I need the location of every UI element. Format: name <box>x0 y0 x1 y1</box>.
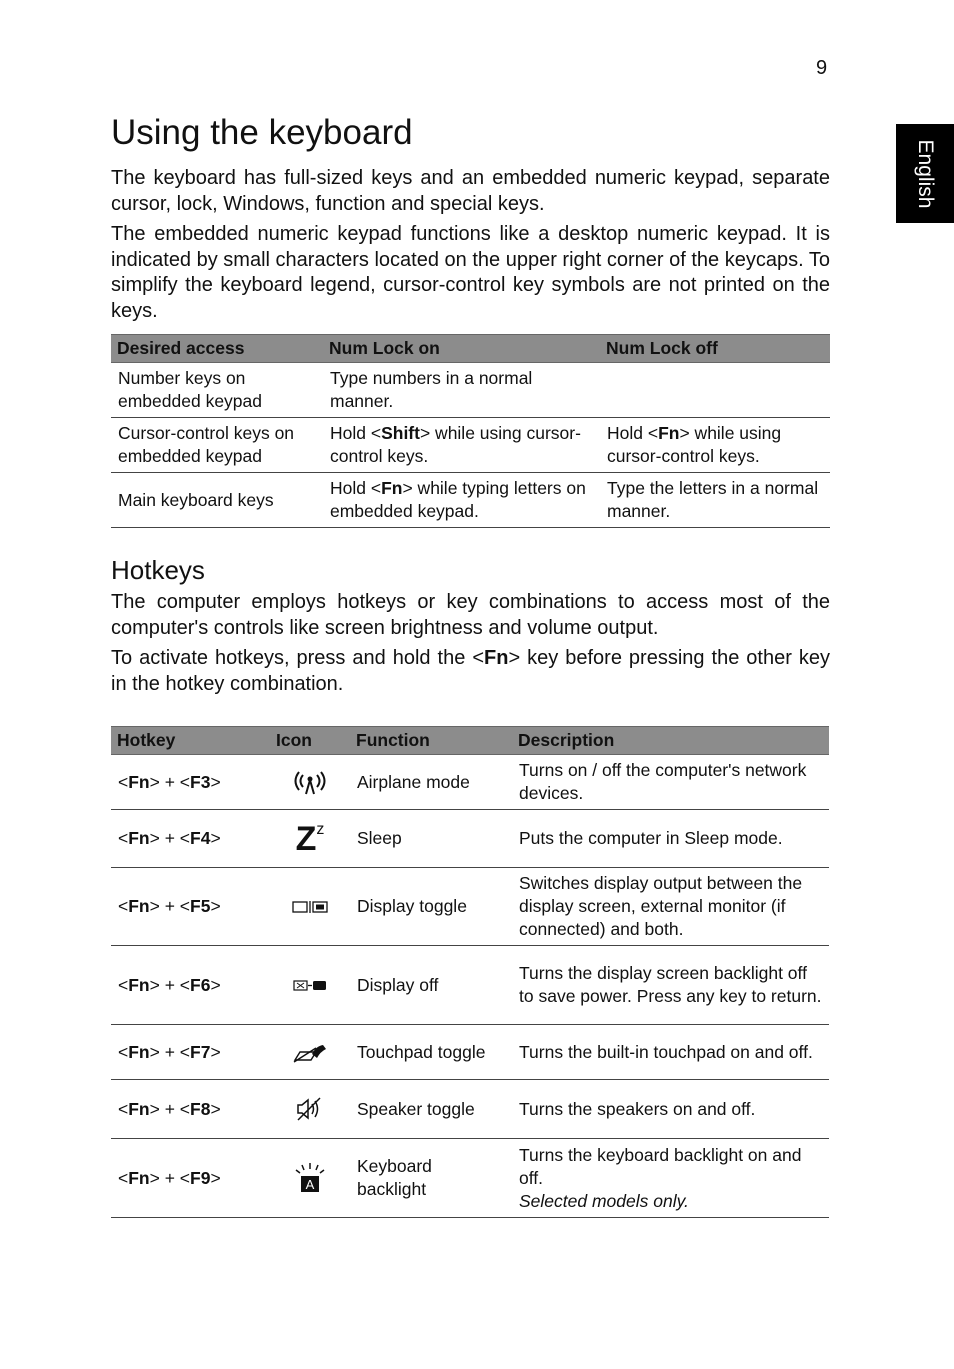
access-cell: Cursor-control keys on embedded keypad <box>111 418 323 473</box>
table-row <box>111 755 829 810</box>
hotkeys-text <box>111 590 830 702</box>
display-toggle-icon <box>270 868 350 946</box>
table-row <box>111 946 829 1025</box>
description-cell: Puts the computer in Sleep mode. <box>512 810 829 868</box>
hotkeys-paragraph: The computer employs hotkeys or key combinations to access most of the computer's controls like screen brightness and volume output. <box>111 591 830 639</box>
hotkey-cell: <Fn> + <F5> <box>111 868 270 946</box>
table-row <box>111 1139 829 1218</box>
sleep-icon: Zz <box>270 810 350 868</box>
description-cell: Switches display output between the display screen, external monitor (if connected) and both. <box>512 868 829 946</box>
touchpad-toggle-icon <box>270 1025 350 1080</box>
table-row <box>111 868 829 946</box>
description-cell: Turns the display screen backlight off to save power. Press any key to return. <box>512 946 829 1025</box>
section-title-hotkeys: Hotkeys <box>111 555 205 585</box>
table-row <box>111 363 830 418</box>
table-row <box>111 473 830 528</box>
numlock-table <box>111 334 830 528</box>
hotkey-cell: <Fn> + <F8> <box>111 1080 270 1139</box>
function-cell: Airplane mode <box>350 755 512 810</box>
description-cell: Turns the keyboard backlight on and off. Selected models only. <box>512 1139 829 1218</box>
hotkey-table <box>111 726 829 1218</box>
table-row <box>111 418 830 473</box>
intro-paragraph: The keyboard has full-sized keys and an embedded numeric keypad, separate cursor, lock, Windows, function and special keys. <box>111 167 830 215</box>
numlock-on-cell: Hold <Shift> while using cursor-control keys. <box>323 418 600 473</box>
hotkeys-paragraph: To activate hotkeys, press and hold the <Fn> key before pressing the other key in the hotkey combination. <box>111 647 830 695</box>
description-cell: Turns the speakers on and off. <box>512 1080 829 1139</box>
description-cell: Turns on / off the computer's network devices. <box>512 755 829 810</box>
access-cell: Main keyboard keys <box>111 473 323 528</box>
airplane-mode-icon <box>270 755 350 810</box>
display-off-icon <box>270 946 350 1025</box>
numlock-on-cell: Type numbers in a normal manner. <box>323 363 600 418</box>
column-header: Icon <box>270 727 350 755</box>
hotkey-cell: <Fn> + <F4> <box>111 810 270 868</box>
hotkey-cell: <Fn> + <F9> <box>111 1139 270 1218</box>
hotkey-cell: <Fn> + <F7> <box>111 1025 270 1080</box>
numlock-on-cell: Hold <Fn> while typing letters on embedded keypad. <box>323 473 600 528</box>
table-header-row <box>111 727 829 755</box>
svg-text:A: A <box>305 1177 315 1192</box>
column-header: Function <box>350 727 512 755</box>
hotkey-cell: <Fn> + <F3> <box>111 755 270 810</box>
numlock-off-cell <box>600 363 830 418</box>
side-tab-label: English <box>914 139 937 208</box>
function-cell: Keyboard backlight <box>350 1139 512 1218</box>
numlock-off-cell: Hold <Fn> while using cursor-control keys. <box>600 418 830 473</box>
function-cell: Sleep <box>350 810 512 868</box>
table-row <box>111 810 829 868</box>
column-header: Description <box>512 727 829 755</box>
access-cell: Number keys on embedded keypad <box>111 363 323 418</box>
table-header-row <box>111 335 830 363</box>
speaker-toggle-icon <box>270 1080 350 1139</box>
function-cell: Display toggle <box>350 868 512 946</box>
numlock-off-cell: Type the letters in a normal manner. <box>600 473 830 528</box>
column-header: Hotkey <box>111 727 270 755</box>
selected-models-note: Selected models only. <box>519 1190 689 1211</box>
page-title: Using the keyboard <box>111 113 413 152</box>
column-header: Num Lock off <box>600 335 830 363</box>
function-cell: Speaker toggle <box>350 1080 512 1139</box>
intro-text <box>111 166 830 329</box>
table-row <box>111 1080 829 1139</box>
function-cell: Display off <box>350 946 512 1025</box>
page-number: 9 <box>816 57 828 79</box>
column-header: Num Lock on <box>323 335 600 363</box>
table-row <box>111 1025 829 1080</box>
language-side-tab <box>896 124 954 223</box>
function-cell: Touchpad toggle <box>350 1025 512 1080</box>
description-cell: Turns the built-in touchpad on and off. <box>512 1025 829 1080</box>
keyboard-backlight-icon <box>270 1139 350 1218</box>
column-header: Desired access <box>111 335 323 363</box>
hotkey-cell: <Fn> + <F6> <box>111 946 270 1025</box>
intro-paragraph: The embedded numeric keypad functions like a desktop numeric keypad. It is indicated by small characters located on the upper right corner of the keycaps. To simplify the keyboard legend, cursor-control key symbols are not printed on the keys. <box>111 223 830 322</box>
